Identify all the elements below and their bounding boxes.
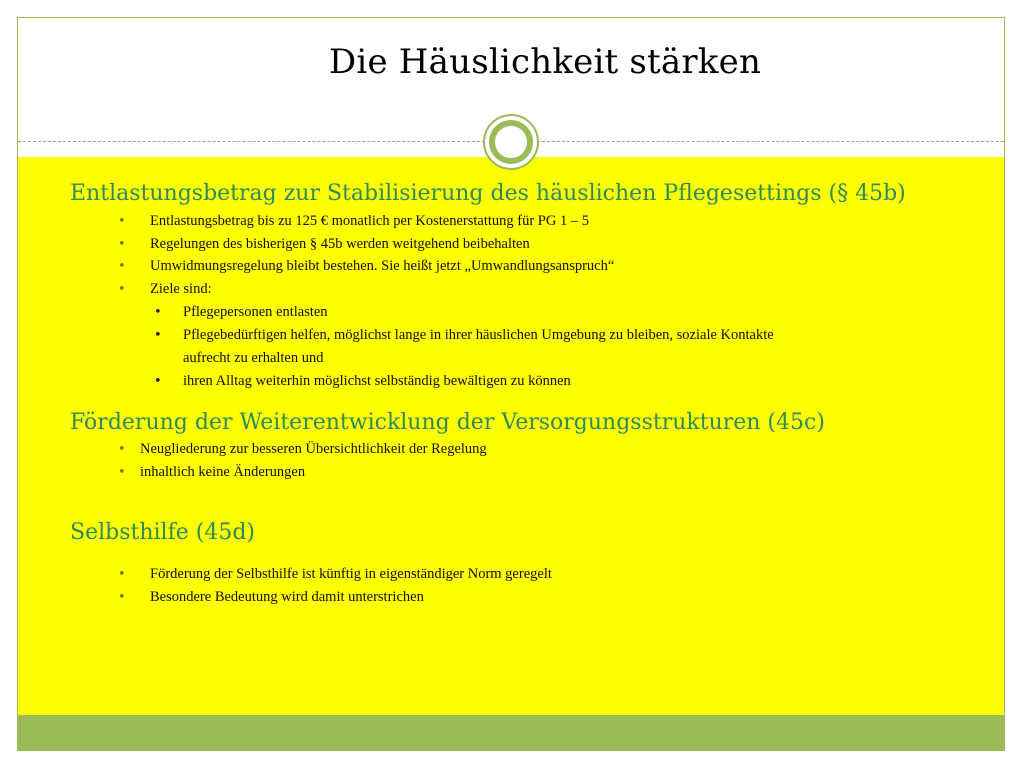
sub-list-item: Pflegepersonen entlasten — [183, 304, 328, 320]
bullet-icon: • — [118, 442, 126, 457]
list-item: inhaltlich keine Änderungen — [140, 464, 306, 480]
sub-bullet-icon: • — [154, 374, 162, 389]
section-heading-versorgungsstrukturen: Förderung der Weiterentwicklung der Versorgungsstrukturen (45c) — [70, 410, 825, 435]
sub-list-item: ihren Alltag weiterhin möglichst selbständig bewältigen zu können — [183, 373, 571, 389]
list-item: Förderung der Selbsthilfe ist künftig in eigenständiger Norm geregelt — [150, 566, 552, 582]
bullet-icon: • — [118, 590, 126, 605]
list-item: Regelungen des bisherigen § 45b werden weitgehend beibehalten — [150, 236, 530, 252]
list-item: Umwidmungsregelung bleibt bestehen. Sie heißt jetzt „Umwandlungsanspruch“ — [150, 258, 615, 274]
list-item: Ziele sind: — [150, 281, 212, 297]
decorative-ring-icon — [489, 120, 533, 164]
bullet-icon: • — [118, 567, 126, 582]
list-item: Entlastungsbetrag bis zu 125 € monatlich per Kostenerstattung für PG 1 – 5 — [150, 213, 589, 229]
bullet-icon: • — [118, 282, 126, 297]
list-item: Neugliederung zur besseren Übersichtlichkeit der Regelung — [140, 441, 487, 457]
slide-title: Die Häuslichkeit stärken — [328, 42, 762, 82]
sub-list-item-continuation: aufrecht zu erhalten und — [183, 350, 324, 366]
section-heading-selbsthilfe: Selbsthilfe (45d) — [70, 520, 255, 545]
sub-list-item: Pflegebedürftigen helfen, möglichst lange in ihrer häuslichen Umgebung zu bleiben, soziale Kontakte — [183, 327, 774, 343]
bullet-icon: • — [118, 237, 126, 252]
bullet-icon: • — [118, 259, 126, 274]
section-heading-entlastungsbetrag: Entlastungsbetrag zur Stabilisierung des häuslichen Pflegesettings (§ 45b) — [70, 181, 906, 206]
bullet-icon: • — [118, 214, 126, 229]
bullet-icon: • — [118, 465, 126, 480]
list-item: Besondere Bedeutung wird damit unterstrichen — [150, 589, 424, 605]
sub-bullet-icon: • — [154, 328, 162, 343]
footer-bar — [18, 715, 1004, 750]
sub-bullet-icon: • — [154, 305, 162, 320]
